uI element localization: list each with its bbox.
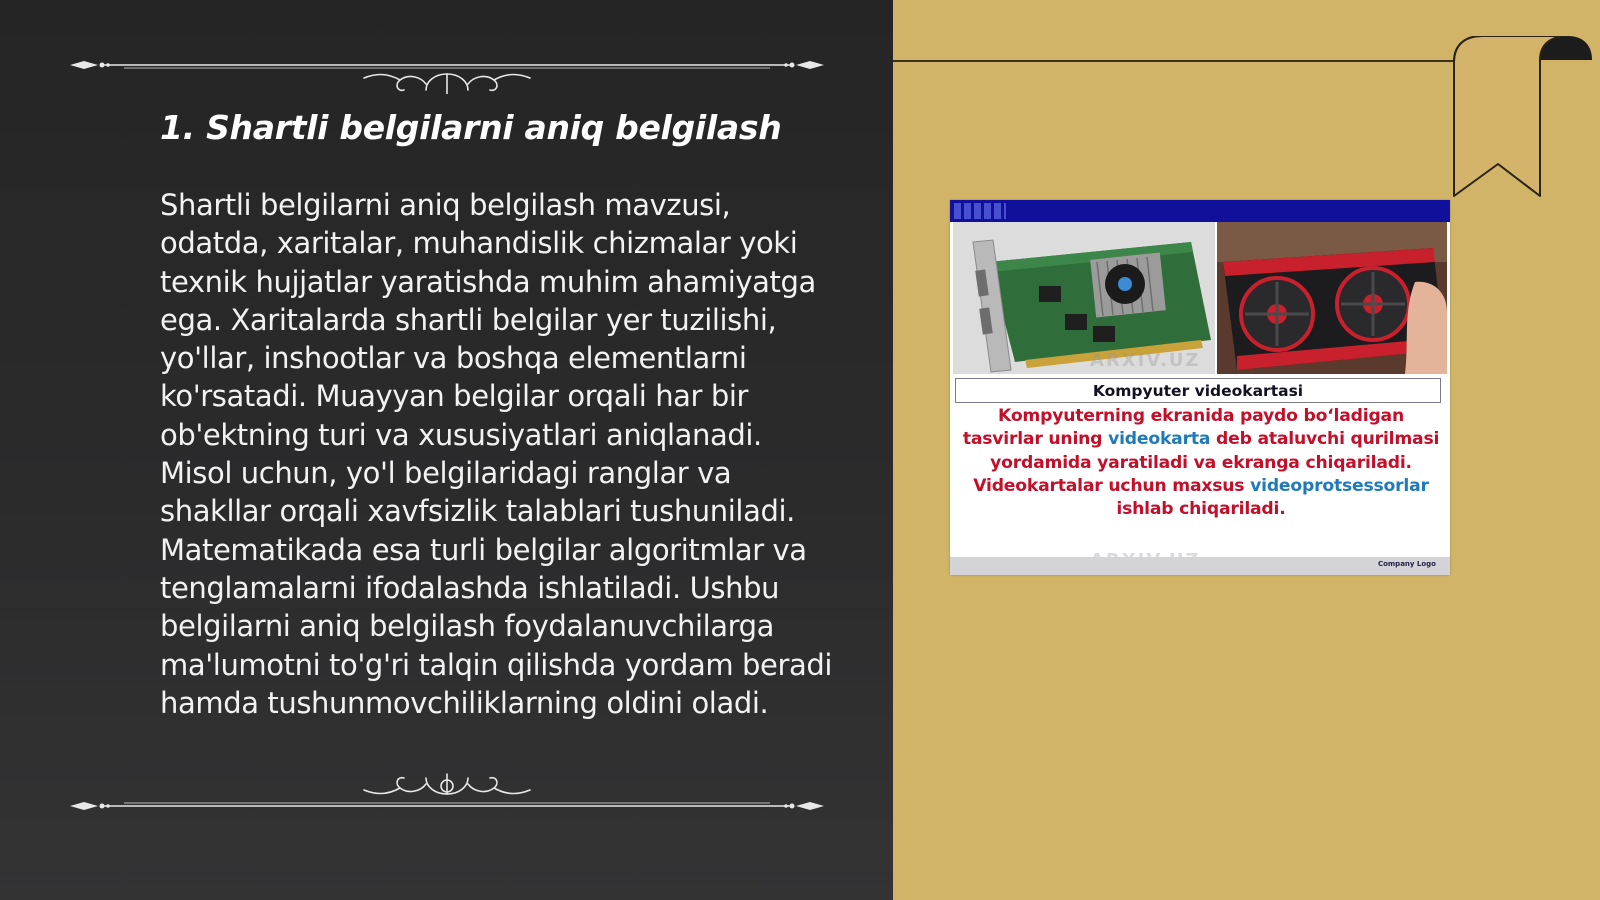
bottom-divider-ornament — [64, 770, 830, 830]
image-header-bar — [950, 200, 1450, 222]
slide-title: 1. Shartli belgilarni aniq belgilash — [160, 108, 782, 147]
description-part: ishlab chiqariladi. — [1116, 499, 1286, 520]
image-description — [962, 405, 1440, 521]
graphics-card-image — [950, 200, 1450, 575]
image-footer-bar — [950, 557, 1450, 575]
watermark-text: ARXIV.UZ — [1090, 350, 1201, 371]
slide-body-text: Shartli belgilarni aniq belgilash mavzusi, odatda, xaritalar, muhandislik chizmalar yoki texnik hujjatlar yaratishda muhim ahamiyatga ega. Xaritalarda shartli belgilar yer tuzilishi, yo'llar, inshootlar va boshqa elementlarni ko'rsatadi. Muayyan belgilar orqali har bir ob'ektning turi va xususiyatlari aniqlanadi. Misol uchun, yo'l belgilaridagi ranglar va shakllar orqali xavfsizlik talablari tushuniladi. Matematikada esa turli belgilar algoritmlar va tenglamalarni ifodalashda ishlatiladi. Ushbu belgilarni aniq belgilash foydalanuvchilarga ma'lumotni to'g'ri talqin qilishda yordam beradi hamda tushunmovchiliklarning oldini oladi. — [160, 188, 833, 720]
image-caption: Kompyuter videokartasi — [955, 378, 1441, 403]
highlight-term: videokarta — [1108, 429, 1211, 450]
description-part: deb ataluvchi qurilmasi yordamida yaratiladi va ekranga chiqariladi. Videokartalar uchun maxsus — [973, 429, 1440, 496]
bookmark-ribbon-icon — [1432, 36, 1600, 206]
top-divider-ornament — [64, 34, 830, 94]
description-part: Kompyuterning ekranida paydo bo‘ladigan tasvirlar uning — [962, 406, 1404, 450]
image-header-pattern — [954, 203, 1006, 219]
highlight-term: videoprotsessorlar — [1250, 475, 1429, 496]
decorative-rule — [893, 60, 1453, 62]
company-logo-text: Company Logo — [1377, 560, 1436, 568]
